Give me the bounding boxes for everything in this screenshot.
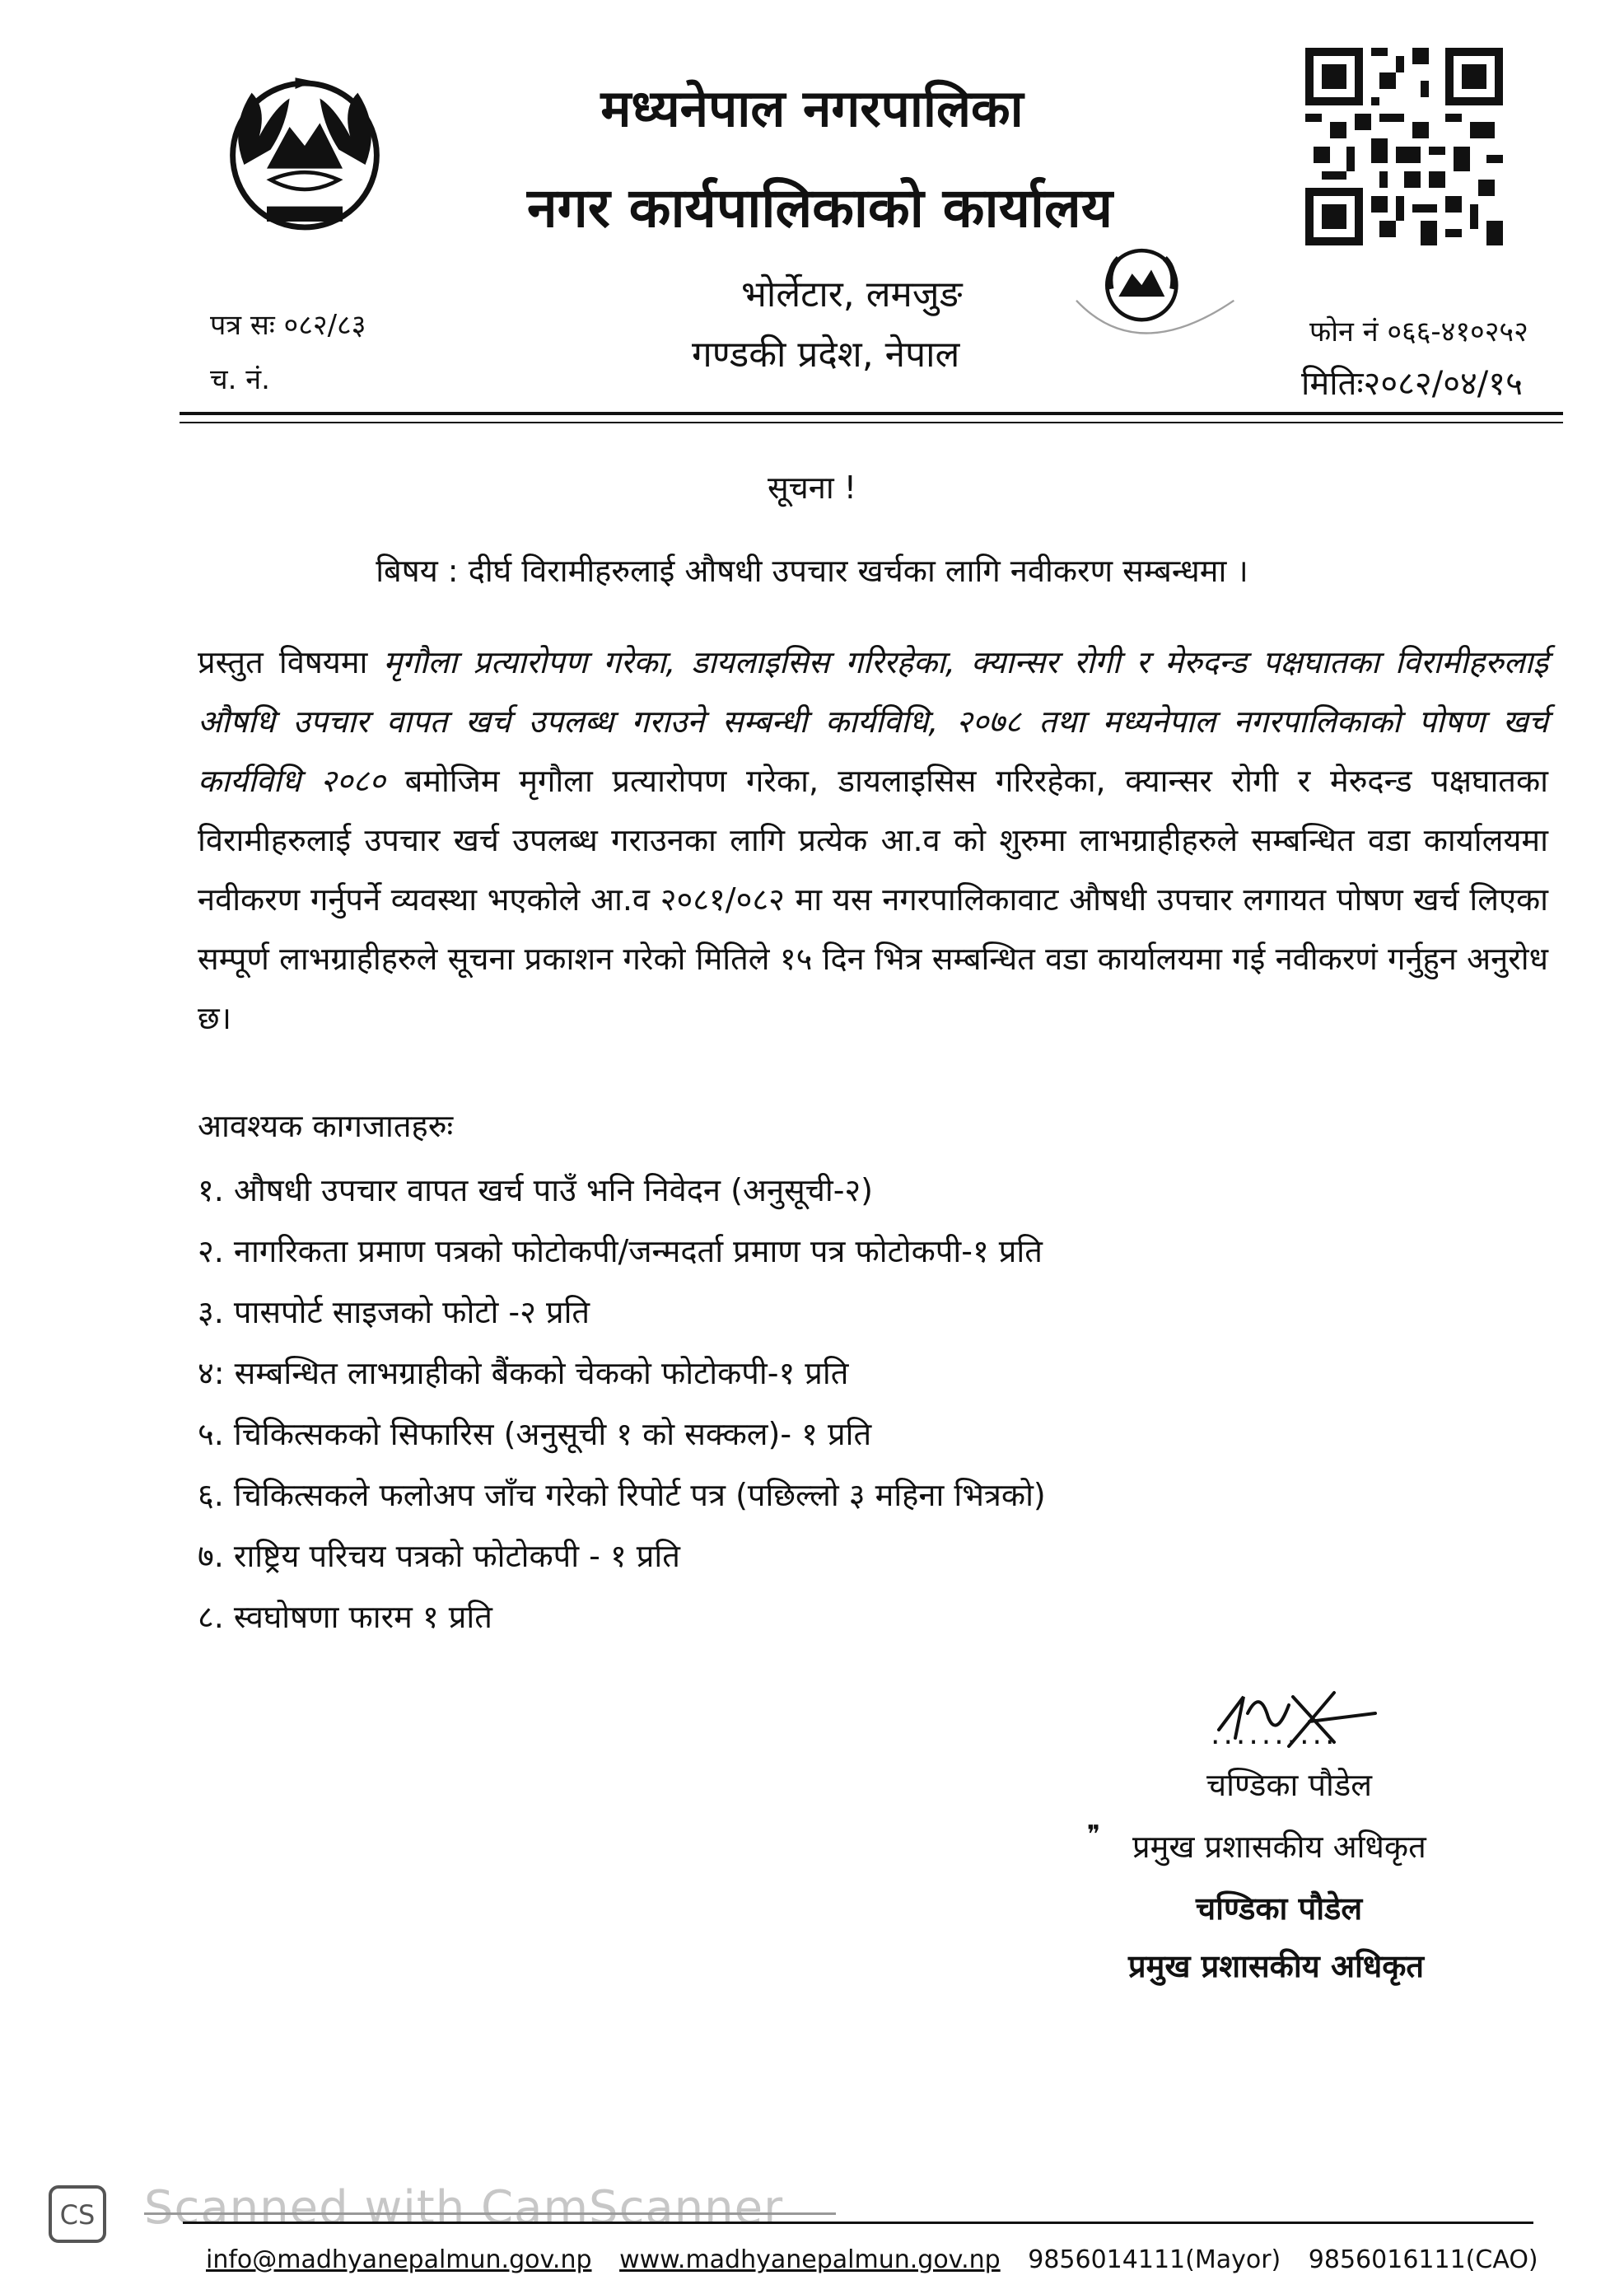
list-item: ८. स्वघोषणा फारम १ प्रति [198,1599,492,1635]
camscanner-logo-icon [48,2184,107,2244]
office-phone: फोन नं ०६६-४१०२५२ [1309,315,1528,348]
notice-subject: बिषय : दीर्घ विरामीहरुलाई औषधी उपचार खर्चका लागि नवीकरण सम्बन्धमा । [376,553,1248,589]
stamp-signatory-name: चण्डिका पौडेल [1196,1890,1363,1927]
documents-heading: आवश्यक कागजातहरुः [198,1108,454,1144]
list-item: २. नागरिकता प्रमाण पत्रको फोटोकपी/जन्मदर्ता प्रमाण पत्र फोटोकपी-१ प्रति [198,1233,1043,1269]
body-intro: प्रस्तुत विषयमा [198,644,368,680]
footer-email-link[interactable]: info@madhyanepalmun.gov.np [206,2245,592,2274]
address-line-2: गण्डकी प्रदेश, नेपाल [692,334,960,376]
header-divider [180,412,1563,415]
list-item: ६. चिकित्सकले फलोअप जाँच गरेको रिपोर्ट पत्र (पछिल्लो ३ महिना भित्रको) [198,1477,1046,1513]
list-item: १. औषधी उपचार वापत खर्च पाउँ भनि निवेदन (अनुसूची-२) [198,1172,874,1208]
footer-divider [183,2222,1533,2224]
office-stamp-icon [1042,231,1272,453]
header-divider-thin [180,422,1563,423]
body-main: बमोजिम मृगौला प्रत्यारोपण गरेका, डायलाइसिस गरिरहेका, क्यान्सर रोगी र मेरुदन्ड पक्षघातका विरामीहरुलाई उपचार खर्च उपलब्ध गराउनका लागि प्रत्येक आ.व को शुरुमा लाभग्राहीहरुले सम्बन्धित वडा कार्यालयमा नवीकरण गर्नुपर्ने व्यवस्था भएकोले आ.व २०८१/०८२ मा यस नगरपालिकावाट औषधी उपचार लगायत पोषण खर्च लिएका सम्पूर्ण लाभग्राहीहरुले सूचना प्रकाशन गरेको मितिले १५ दिन भित्र सम्बन्धित वडा कार्यालयमा गई नवीकरणं गर्नुहुन अनुरोध छ। [198,763,1548,1036]
signatory-name: चण्डिका पौडेल [1206,1767,1372,1803]
list-item: ३. पासपोर्ट साइजको फोटो -२ प्रति [198,1294,590,1330]
letter-date: मितिः२०८२/०४/१५ [1301,365,1523,403]
footer-website-link[interactable]: www.madhyanepalmun.gov.np [619,2245,1001,2274]
signatory-title: प्रमुख प्रशासकीय अधिकृत [1132,1829,1426,1865]
notice-heading: सूचना ! [767,470,857,506]
list-item: ५. चिकित्सकको सिफारिस (अनुसूची १ को सक्कल)- १ प्रति [198,1416,872,1452]
dispatch-number: च. नं. [210,363,270,396]
notice-body [198,633,1548,1048]
scanner-watermark: Scanned with CamScanner [144,2181,784,2235]
mark-icon: ❞ [1087,1820,1101,1849]
footer-contact [206,2245,1558,2274]
letter-number: पत्र सः ०८२/८३ [210,309,366,342]
office-subtitle: नगर कार्यपालिकाको कार्यालय [527,176,1113,240]
svg-text:CS: CS [59,2199,96,2231]
watermark-strike [144,2212,836,2215]
footer-phone-mayor: 9856014111(Mayor) [1028,2245,1281,2274]
address-line-1: भोर्लेटार, लमजुङ [741,273,963,315]
documents-list [198,1160,1046,1647]
stamp-signatory-title: प्रमुख प्रशासकीय अधिकृत [1128,1948,1425,1984]
list-item: ७. राष्ट्रिय परिचय पत्रको फोटोकपी - १ प्रति [198,1538,680,1574]
qr-code-icon [1305,48,1503,245]
body-italic-references: मृगौला प्रत्यारोपण गरेका, डायलाइसिस गरिरहेका, क्यान्सर रोगी र मेरुदन्ड पक्षघातका विरामीहरुलाई औषधि उपचार वापत खर्च उपलब्ध गराउने सम्बन्धी कार्यविधि, २०७८ तथा मध्यनेपाल नगरपालिकाको पोषण खर्च कार्यविधि २०८० [198,644,1549,799]
office-name: मध्यनेपाल नगरपालिका [600,78,1024,138]
signature-line: .......... [1211,1717,1338,1751]
list-item: ४: सम्बन्धित लाभग्राहीको बैंकको चेकको फोटोकपी-१ प्रति [198,1355,849,1391]
footer-phone-cao: 9856016111(CAO) [1308,2245,1538,2274]
